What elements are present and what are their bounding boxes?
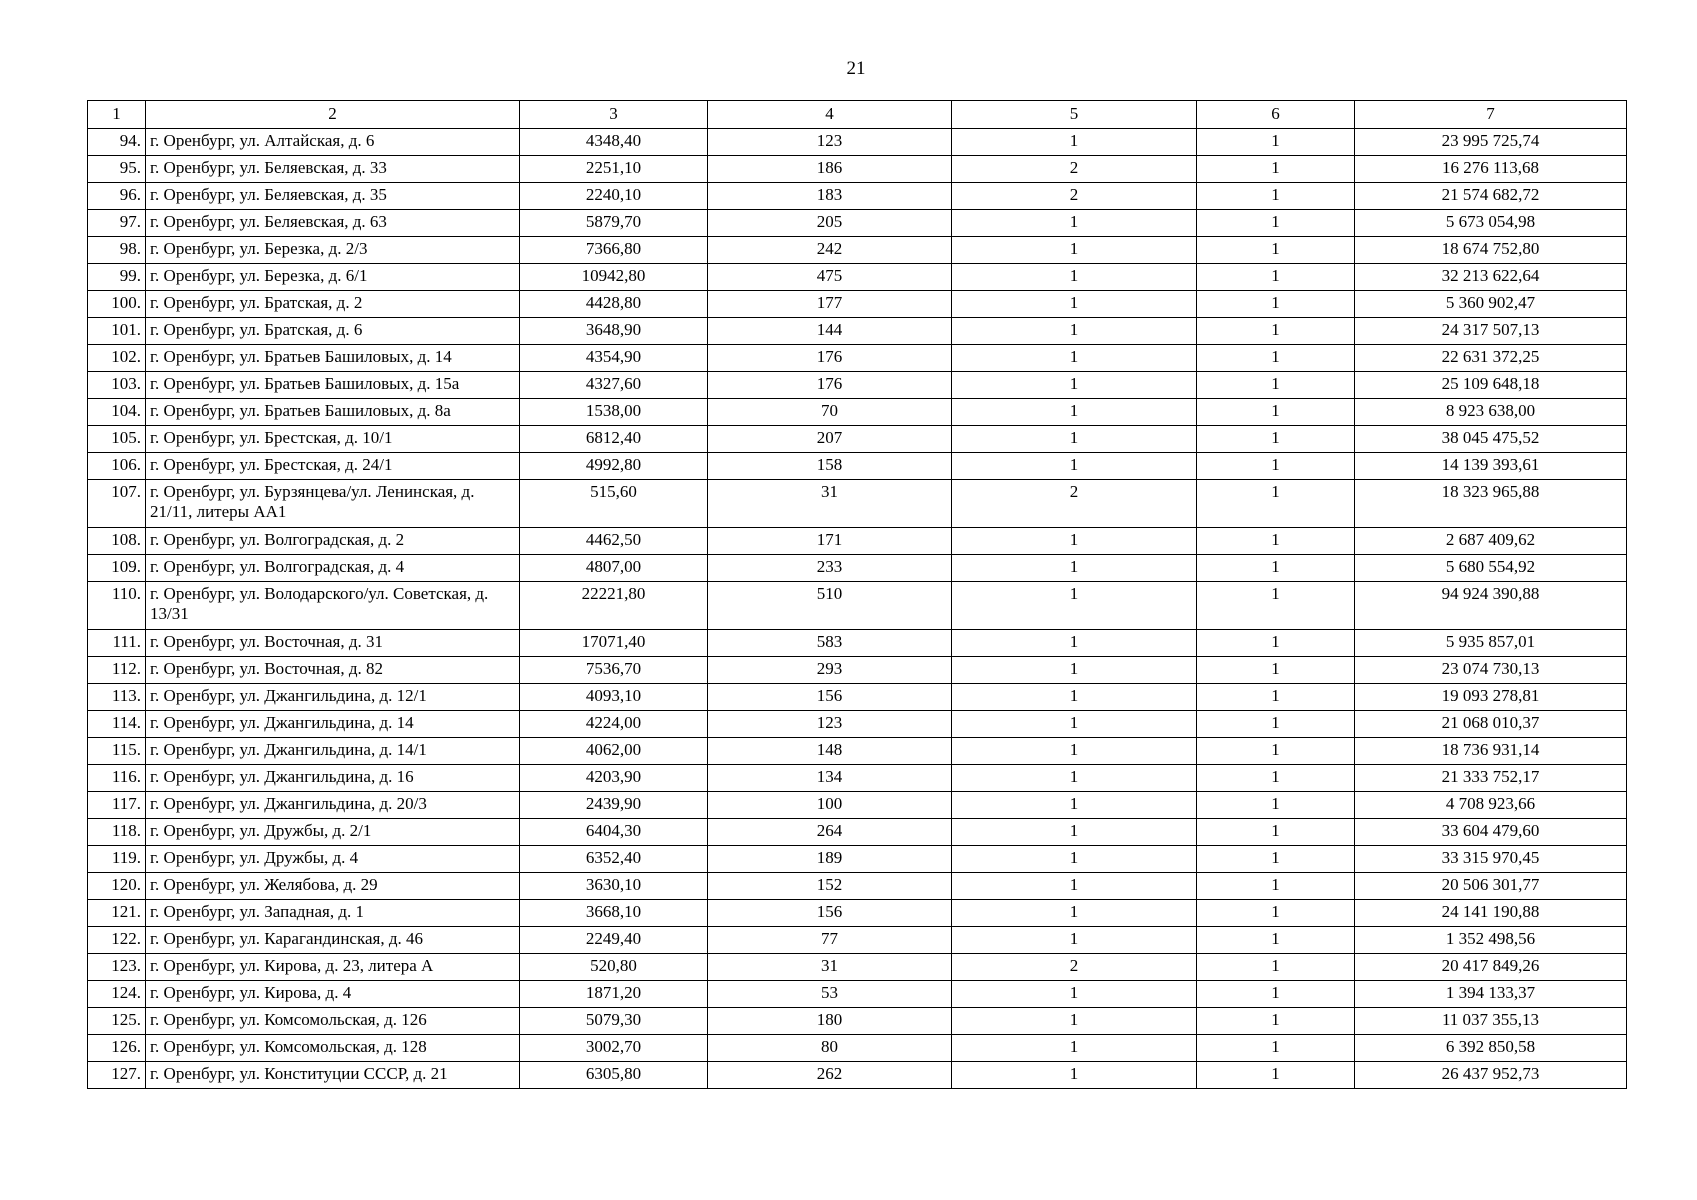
value-cell-6: 1	[1197, 582, 1355, 630]
value-cell-4: 158	[708, 453, 952, 480]
address-cell: г. Оренбург, ул. Джангильдина, д. 14	[146, 711, 520, 738]
row-number-cell: 96.	[88, 183, 146, 210]
table-row	[88, 1008, 1627, 1035]
amount-cell: 94 924 390,88	[1355, 582, 1627, 630]
table-row	[88, 345, 1627, 372]
value-cell-4: 80	[708, 1035, 952, 1062]
row-number-cell: 110.	[88, 582, 146, 630]
value-cell-4: 510	[708, 582, 952, 630]
row-number-cell: 126.	[88, 1035, 146, 1062]
row-number-cell: 100.	[88, 291, 146, 318]
address-cell: г. Оренбург, ул. Братьев Башиловых, д. 15а	[146, 372, 520, 399]
address-cell: г. Оренбург, ул. Беляевская, д. 63	[146, 210, 520, 237]
amount-cell: 19 093 278,81	[1355, 684, 1627, 711]
table-row	[88, 927, 1627, 954]
amount-cell: 20 417 849,26	[1355, 954, 1627, 981]
table-row	[88, 954, 1627, 981]
table-row	[88, 711, 1627, 738]
address-cell: г. Оренбург, ул. Братьев Башиловых, д. 8а	[146, 399, 520, 426]
row-number-cell: 114.	[88, 711, 146, 738]
table-row	[88, 291, 1627, 318]
value-cell-4: 31	[708, 480, 952, 528]
table-row	[88, 372, 1627, 399]
value-cell-5: 1	[952, 453, 1197, 480]
value-cell-4: 475	[708, 264, 952, 291]
value-cell-6: 1	[1197, 528, 1355, 555]
value-cell-6: 1	[1197, 480, 1355, 528]
amount-cell: 21 574 682,72	[1355, 183, 1627, 210]
value-cell-6: 1	[1197, 981, 1355, 1008]
value-cell-6: 1	[1197, 1008, 1355, 1035]
column-header: 1	[88, 101, 146, 129]
value-cell-5: 1	[952, 1035, 1197, 1062]
amount-cell: 26 437 952,73	[1355, 1062, 1627, 1089]
value-cell-5: 1	[952, 318, 1197, 345]
value-cell-6: 1	[1197, 819, 1355, 846]
value-cell-3: 4203,90	[520, 765, 708, 792]
value-cell-6: 1	[1197, 345, 1355, 372]
amount-cell: 6 392 850,58	[1355, 1035, 1627, 1062]
value-cell-3: 1871,20	[520, 981, 708, 1008]
value-cell-5: 1	[952, 237, 1197, 264]
row-number-cell: 105.	[88, 426, 146, 453]
row-number-cell: 112.	[88, 657, 146, 684]
value-cell-5: 2	[952, 480, 1197, 528]
value-cell-5: 1	[952, 129, 1197, 156]
value-cell-3: 5879,70	[520, 210, 708, 237]
value-cell-4: 207	[708, 426, 952, 453]
value-cell-5: 1	[952, 765, 1197, 792]
value-cell-4: 156	[708, 900, 952, 927]
value-cell-4: 180	[708, 1008, 952, 1035]
value-cell-5: 1	[952, 264, 1197, 291]
table-row	[88, 156, 1627, 183]
value-cell-4: 156	[708, 684, 952, 711]
value-cell-6: 1	[1197, 684, 1355, 711]
address-cell: г. Оренбург, ул. Дружбы, д. 2/1	[146, 819, 520, 846]
value-cell-3: 5079,30	[520, 1008, 708, 1035]
table-row	[88, 210, 1627, 237]
amount-cell: 1 352 498,56	[1355, 927, 1627, 954]
value-cell-6: 1	[1197, 954, 1355, 981]
amount-cell: 21 068 010,37	[1355, 711, 1627, 738]
value-cell-4: 53	[708, 981, 952, 1008]
value-cell-5: 1	[952, 630, 1197, 657]
column-header: 2	[146, 101, 520, 129]
value-cell-6: 1	[1197, 711, 1355, 738]
value-cell-5: 2	[952, 954, 1197, 981]
value-cell-6: 1	[1197, 873, 1355, 900]
amount-cell: 8 923 638,00	[1355, 399, 1627, 426]
row-number-cell: 121.	[88, 900, 146, 927]
value-cell-3: 4992,80	[520, 453, 708, 480]
row-number-cell: 125.	[88, 1008, 146, 1035]
address-cell: г. Оренбург, ул. Конституции СССР, д. 21	[146, 1062, 520, 1089]
value-cell-5: 1	[952, 738, 1197, 765]
row-number-cell: 99.	[88, 264, 146, 291]
value-cell-3: 7536,70	[520, 657, 708, 684]
value-cell-6: 1	[1197, 156, 1355, 183]
value-cell-5: 1	[952, 555, 1197, 582]
address-cell: г. Оренбург, ул. Беляевская, д. 35	[146, 183, 520, 210]
table-row	[88, 846, 1627, 873]
table-row	[88, 738, 1627, 765]
address-cell: г. Оренбург, ул. Восточная, д. 82	[146, 657, 520, 684]
amount-cell: 5 680 554,92	[1355, 555, 1627, 582]
value-cell-3: 22221,80	[520, 582, 708, 630]
row-number-cell: 102.	[88, 345, 146, 372]
address-cell: г. Оренбург, ул. Беляевская, д. 33	[146, 156, 520, 183]
value-cell-6: 1	[1197, 1062, 1355, 1089]
value-cell-6: 1	[1197, 630, 1355, 657]
table-row	[88, 765, 1627, 792]
table-row	[88, 900, 1627, 927]
amount-cell: 38 045 475,52	[1355, 426, 1627, 453]
value-cell-6: 1	[1197, 183, 1355, 210]
amount-cell: 2 687 409,62	[1355, 528, 1627, 555]
address-cell: г. Оренбург, ул. Братьев Башиловых, д. 14	[146, 345, 520, 372]
value-cell-6: 1	[1197, 453, 1355, 480]
address-cell: г. Оренбург, ул. Волгоградская, д. 2	[146, 528, 520, 555]
value-cell-5: 1	[952, 426, 1197, 453]
value-cell-6: 1	[1197, 264, 1355, 291]
value-cell-5: 1	[952, 345, 1197, 372]
amount-cell: 18 323 965,88	[1355, 480, 1627, 528]
row-number-cell: 111.	[88, 630, 146, 657]
row-number-cell: 127.	[88, 1062, 146, 1089]
row-number-cell: 113.	[88, 684, 146, 711]
value-cell-3: 4354,90	[520, 345, 708, 372]
value-cell-5: 1	[952, 711, 1197, 738]
column-header: 6	[1197, 101, 1355, 129]
value-cell-3: 2439,90	[520, 792, 708, 819]
column-header: 3	[520, 101, 708, 129]
amount-cell: 5 673 054,98	[1355, 210, 1627, 237]
value-cell-4: 176	[708, 345, 952, 372]
table-row	[88, 582, 1627, 630]
value-cell-6: 1	[1197, 765, 1355, 792]
row-number-cell: 101.	[88, 318, 146, 345]
value-cell-5: 1	[952, 684, 1197, 711]
row-number-cell: 106.	[88, 453, 146, 480]
value-cell-4: 31	[708, 954, 952, 981]
value-cell-6: 1	[1197, 372, 1355, 399]
value-cell-4: 264	[708, 819, 952, 846]
address-cell: г. Оренбург, ул. Джангильдина, д. 20/3	[146, 792, 520, 819]
column-header: 5	[952, 101, 1197, 129]
row-number-cell: 122.	[88, 927, 146, 954]
value-cell-3: 6305,80	[520, 1062, 708, 1089]
value-cell-4: 189	[708, 846, 952, 873]
amount-cell: 33 315 970,45	[1355, 846, 1627, 873]
amount-cell: 11 037 355,13	[1355, 1008, 1627, 1035]
row-number-cell: 124.	[88, 981, 146, 1008]
address-cell: г. Оренбург, ул. Кирова, д. 4	[146, 981, 520, 1008]
table-row	[88, 630, 1627, 657]
value-cell-3: 2249,40	[520, 927, 708, 954]
amount-cell: 25 109 648,18	[1355, 372, 1627, 399]
address-cell: г. Оренбург, ул. Володарского/ул. Советская, д. 13/31	[146, 582, 520, 630]
value-cell-5: 1	[952, 1062, 1197, 1089]
value-cell-4: 242	[708, 237, 952, 264]
row-number-cell: 119.	[88, 846, 146, 873]
value-cell-3: 3630,10	[520, 873, 708, 900]
table-row	[88, 792, 1627, 819]
table-row	[88, 555, 1627, 582]
value-cell-5: 2	[952, 156, 1197, 183]
value-cell-4: 171	[708, 528, 952, 555]
amount-cell: 24 141 190,88	[1355, 900, 1627, 927]
address-cell: г. Оренбург, ул. Брестская, д. 24/1	[146, 453, 520, 480]
value-cell-4: 148	[708, 738, 952, 765]
value-cell-4: 144	[708, 318, 952, 345]
value-cell-6: 1	[1197, 1035, 1355, 1062]
value-cell-4: 176	[708, 372, 952, 399]
value-cell-5: 2	[952, 183, 1197, 210]
address-cell: г. Оренбург, ул. Комсомольская, д. 128	[146, 1035, 520, 1062]
value-cell-5: 1	[952, 372, 1197, 399]
value-cell-3: 4462,50	[520, 528, 708, 555]
value-cell-5: 1	[952, 819, 1197, 846]
value-cell-3: 4062,00	[520, 738, 708, 765]
row-number-cell: 120.	[88, 873, 146, 900]
address-cell: г. Оренбург, ул. Джангильдина, д. 14/1	[146, 738, 520, 765]
address-cell: г. Оренбург, ул. Карагандинская, д. 46	[146, 927, 520, 954]
amount-cell: 24 317 507,13	[1355, 318, 1627, 345]
value-cell-5: 1	[952, 846, 1197, 873]
value-cell-6: 1	[1197, 555, 1355, 582]
value-cell-4: 177	[708, 291, 952, 318]
value-cell-3: 4327,60	[520, 372, 708, 399]
row-number-cell: 117.	[88, 792, 146, 819]
value-cell-5: 1	[952, 792, 1197, 819]
value-cell-6: 1	[1197, 129, 1355, 156]
value-cell-4: 183	[708, 183, 952, 210]
value-cell-3: 520,80	[520, 954, 708, 981]
row-number-cell: 115.	[88, 738, 146, 765]
amount-cell: 14 139 393,61	[1355, 453, 1627, 480]
value-cell-6: 1	[1197, 237, 1355, 264]
amount-cell: 32 213 622,64	[1355, 264, 1627, 291]
value-cell-4: 100	[708, 792, 952, 819]
value-cell-5: 1	[952, 657, 1197, 684]
value-cell-4: 583	[708, 630, 952, 657]
column-header: 4	[708, 101, 952, 129]
address-cell: г. Оренбург, ул. Желябова, д. 29	[146, 873, 520, 900]
amount-cell: 18 736 931,14	[1355, 738, 1627, 765]
value-cell-6: 1	[1197, 318, 1355, 345]
row-number-cell: 97.	[88, 210, 146, 237]
value-cell-5: 1	[952, 1008, 1197, 1035]
value-cell-4: 293	[708, 657, 952, 684]
address-cell: г. Оренбург, ул. Бурзянцева/ул. Ленинская, д. 21/11, литеры АА1	[146, 480, 520, 528]
row-number-cell: 118.	[88, 819, 146, 846]
amount-cell: 23 995 725,74	[1355, 129, 1627, 156]
value-cell-5: 1	[952, 981, 1197, 1008]
value-cell-5: 1	[952, 528, 1197, 555]
table-row	[88, 1062, 1627, 1089]
value-cell-3: 3002,70	[520, 1035, 708, 1062]
table-row	[88, 1035, 1627, 1062]
value-cell-3: 6812,40	[520, 426, 708, 453]
value-cell-3: 7366,80	[520, 237, 708, 264]
table-row	[88, 528, 1627, 555]
amount-cell: 18 674 752,80	[1355, 237, 1627, 264]
value-cell-4: 205	[708, 210, 952, 237]
value-cell-4: 152	[708, 873, 952, 900]
address-cell: г. Оренбург, ул. Дружбы, д. 4	[146, 846, 520, 873]
value-cell-6: 1	[1197, 210, 1355, 237]
table-row	[88, 399, 1627, 426]
amount-cell: 5 360 902,47	[1355, 291, 1627, 318]
address-cell: г. Оренбург, ул. Волгоградская, д. 4	[146, 555, 520, 582]
amount-cell: 20 506 301,77	[1355, 873, 1627, 900]
value-cell-3: 3668,10	[520, 900, 708, 927]
row-number-cell: 103.	[88, 372, 146, 399]
address-cell: г. Оренбург, ул. Джангильдина, д. 12/1	[146, 684, 520, 711]
value-cell-3: 2251,10	[520, 156, 708, 183]
table-row	[88, 873, 1627, 900]
table-row	[88, 237, 1627, 264]
page-number: 21	[846, 58, 866, 79]
table-row	[88, 426, 1627, 453]
amount-cell: 23 074 730,13	[1355, 657, 1627, 684]
address-cell: г. Оренбург, ул. Комсомольская, д. 126	[146, 1008, 520, 1035]
value-cell-3: 2240,10	[520, 183, 708, 210]
row-number-cell: 107.	[88, 480, 146, 528]
value-cell-4: 134	[708, 765, 952, 792]
value-cell-3: 4224,00	[520, 711, 708, 738]
amount-cell: 1 394 133,37	[1355, 981, 1627, 1008]
amount-cell: 21 333 752,17	[1355, 765, 1627, 792]
table-row	[88, 819, 1627, 846]
address-cell: г. Оренбург, ул. Алтайская, д. 6	[146, 129, 520, 156]
value-cell-6: 1	[1197, 792, 1355, 819]
value-cell-5: 1	[952, 210, 1197, 237]
table-row	[88, 981, 1627, 1008]
table-row	[88, 453, 1627, 480]
value-cell-5: 1	[952, 582, 1197, 630]
amount-cell: 33 604 479,60	[1355, 819, 1627, 846]
address-cell: г. Оренбург, ул. Брестская, д. 10/1	[146, 426, 520, 453]
amount-cell: 4 708 923,66	[1355, 792, 1627, 819]
value-cell-6: 1	[1197, 927, 1355, 954]
amount-cell: 16 276 113,68	[1355, 156, 1627, 183]
value-cell-5: 1	[952, 900, 1197, 927]
amount-cell: 22 631 372,25	[1355, 345, 1627, 372]
value-cell-6: 1	[1197, 426, 1355, 453]
table-row	[88, 264, 1627, 291]
address-cell: г. Оренбург, ул. Кирова, д. 23, литера А	[146, 954, 520, 981]
address-cell: г. Оренбург, ул. Братская, д. 6	[146, 318, 520, 345]
table-row	[88, 183, 1627, 210]
value-cell-4: 123	[708, 711, 952, 738]
value-cell-3: 10942,80	[520, 264, 708, 291]
row-number-cell: 95.	[88, 156, 146, 183]
value-cell-5: 1	[952, 873, 1197, 900]
row-number-cell: 109.	[88, 555, 146, 582]
value-cell-3: 3648,90	[520, 318, 708, 345]
row-number-cell: 98.	[88, 237, 146, 264]
value-cell-3: 4807,00	[520, 555, 708, 582]
row-number-cell: 108.	[88, 528, 146, 555]
table-row	[88, 129, 1627, 156]
address-cell: г. Оренбург, ул. Березка, д. 6/1	[146, 264, 520, 291]
row-number-cell: 104.	[88, 399, 146, 426]
value-cell-4: 123	[708, 129, 952, 156]
registry-table	[87, 100, 1627, 1089]
amount-cell: 5 935 857,01	[1355, 630, 1627, 657]
value-cell-6: 1	[1197, 900, 1355, 927]
value-cell-6: 1	[1197, 738, 1355, 765]
value-cell-4: 77	[708, 927, 952, 954]
value-cell-6: 1	[1197, 291, 1355, 318]
column-header: 7	[1355, 101, 1627, 129]
value-cell-4: 186	[708, 156, 952, 183]
table-body	[88, 129, 1627, 1089]
row-number-cell: 116.	[88, 765, 146, 792]
value-cell-3: 6404,30	[520, 819, 708, 846]
address-cell: г. Оренбург, ул. Джангильдина, д. 16	[146, 765, 520, 792]
address-cell: г. Оренбург, ул. Восточная, д. 31	[146, 630, 520, 657]
value-cell-3: 4428,80	[520, 291, 708, 318]
value-cell-3: 6352,40	[520, 846, 708, 873]
value-cell-4: 262	[708, 1062, 952, 1089]
value-cell-5: 1	[952, 927, 1197, 954]
address-cell: г. Оренбург, ул. Западная, д. 1	[146, 900, 520, 927]
address-cell: г. Оренбург, ул. Березка, д. 2/3	[146, 237, 520, 264]
row-number-cell: 94.	[88, 129, 146, 156]
value-cell-3: 515,60	[520, 480, 708, 528]
value-cell-4: 233	[708, 555, 952, 582]
value-cell-5: 1	[952, 399, 1197, 426]
header-row	[88, 101, 1627, 129]
value-cell-6: 1	[1197, 846, 1355, 873]
table-row	[88, 318, 1627, 345]
value-cell-3: 1538,00	[520, 399, 708, 426]
value-cell-3: 4348,40	[520, 129, 708, 156]
value-cell-6: 1	[1197, 657, 1355, 684]
value-cell-4: 70	[708, 399, 952, 426]
table-row	[88, 684, 1627, 711]
value-cell-5: 1	[952, 291, 1197, 318]
value-cell-6: 1	[1197, 399, 1355, 426]
table-row	[88, 480, 1627, 528]
value-cell-3: 17071,40	[520, 630, 708, 657]
address-cell: г. Оренбург, ул. Братская, д. 2	[146, 291, 520, 318]
table-row	[88, 657, 1627, 684]
row-number-cell: 123.	[88, 954, 146, 981]
value-cell-3: 4093,10	[520, 684, 708, 711]
